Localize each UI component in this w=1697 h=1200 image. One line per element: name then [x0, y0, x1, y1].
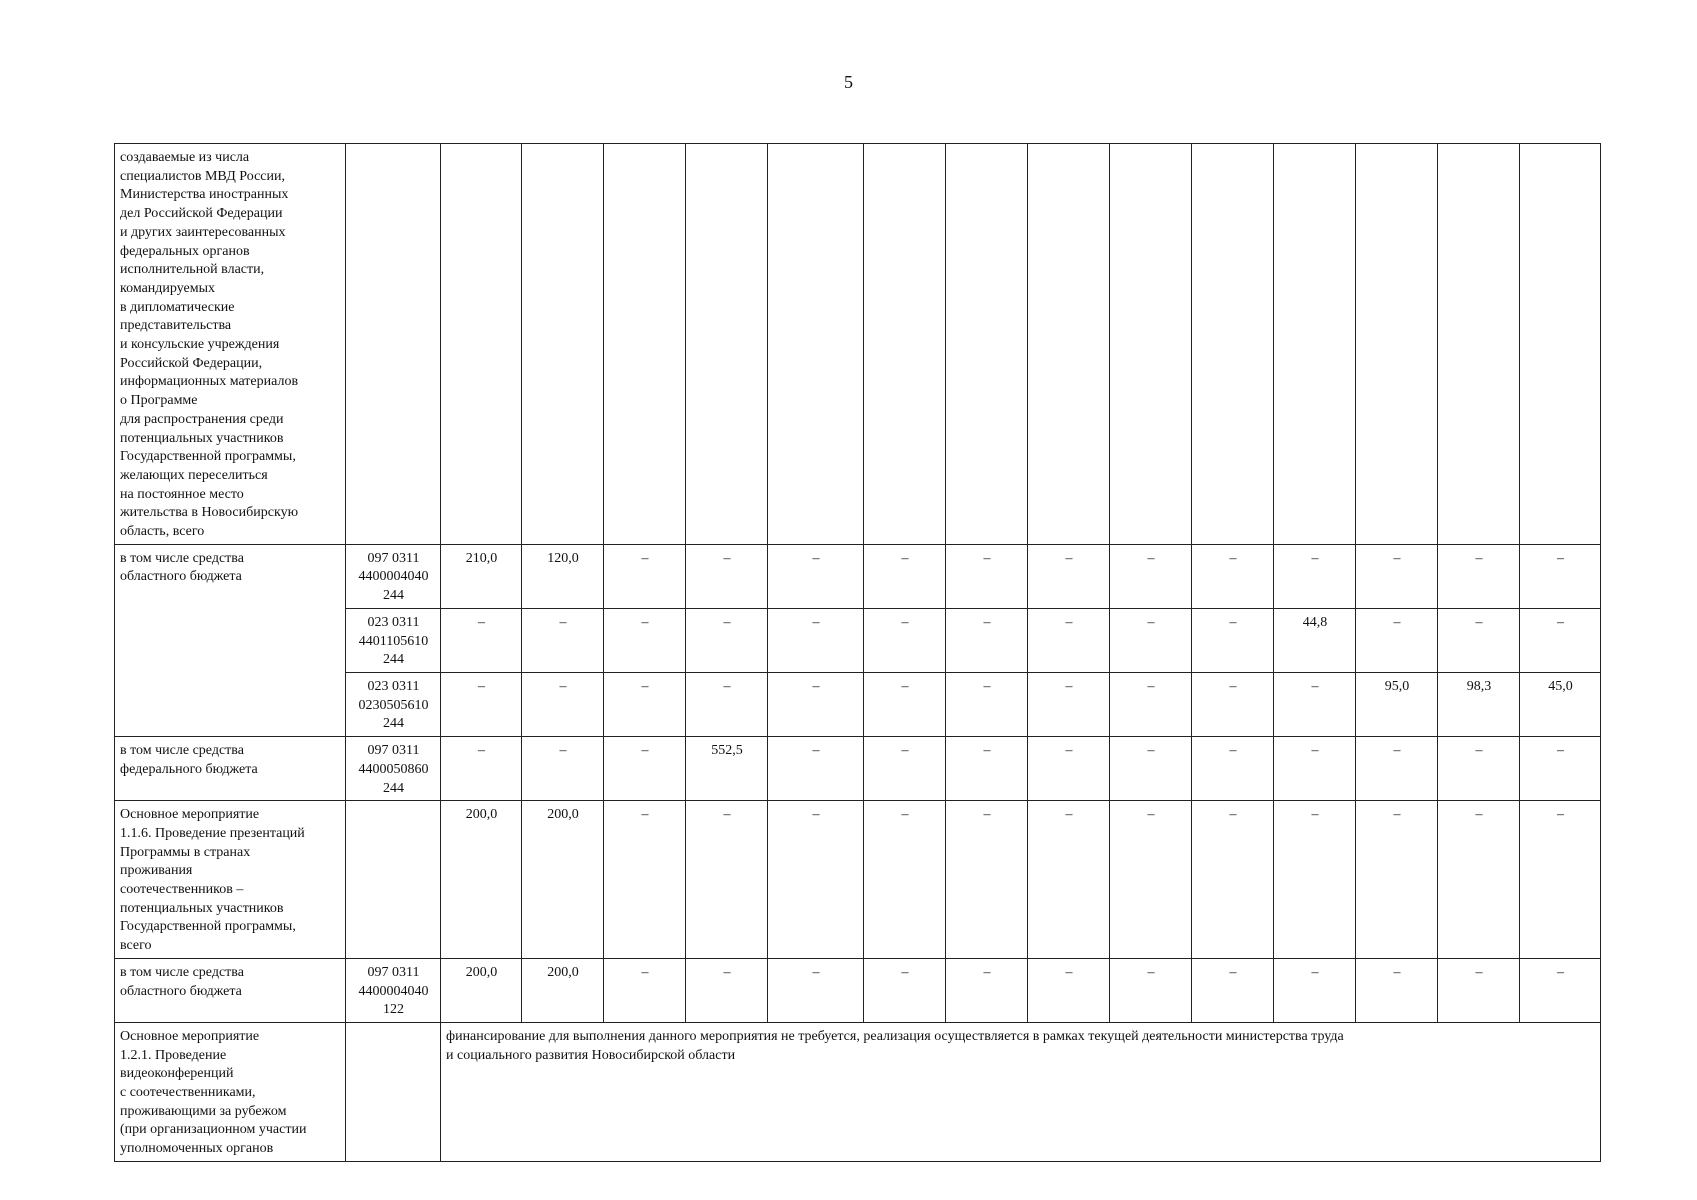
value-cell	[686, 144, 768, 545]
value-cell: –	[1192, 608, 1274, 672]
value-cell: –	[1192, 801, 1274, 959]
value-cell: –	[1274, 801, 1356, 959]
value-cell: –	[604, 958, 686, 1022]
value-cell: –	[1192, 958, 1274, 1022]
value-cell: –	[1028, 672, 1110, 736]
value-cell: –	[686, 958, 768, 1022]
value-cell: –	[1274, 958, 1356, 1022]
value-cell: –	[1438, 608, 1520, 672]
value-cell: 120,0	[522, 544, 604, 608]
table-row	[115, 544, 1601, 608]
value-cell: –	[1028, 801, 1110, 959]
value-cell: –	[768, 737, 864, 801]
activity-name-cell: Основное мероприятие 1.2.1. Проведение видеоконференций с соотечественниками, проживающими за рубежом (при организационном участии уполномоченных органов	[115, 1022, 346, 1161]
value-cell: –	[1028, 958, 1110, 1022]
value-cell: 552,5	[686, 737, 768, 801]
budget-code-cell: 097 0311 4400004040 244	[346, 544, 441, 608]
value-cell: –	[1028, 544, 1110, 608]
value-cell	[1028, 144, 1110, 545]
value-cell: –	[1520, 608, 1601, 672]
value-cell: –	[1438, 737, 1520, 801]
value-cell: –	[864, 801, 946, 959]
value-cell	[768, 144, 864, 545]
value-cell: –	[441, 737, 522, 801]
budget-code-cell	[346, 1022, 441, 1161]
value-cell: –	[768, 608, 864, 672]
value-cell: –	[1192, 544, 1274, 608]
budget-code-cell: 023 0311 0230505610 244	[346, 672, 441, 736]
value-cell: 95,0	[1356, 672, 1438, 736]
value-cell: –	[686, 801, 768, 959]
activity-name-cell: в том числе средства федерального бюджета	[115, 737, 346, 801]
value-cell: –	[1520, 544, 1601, 608]
value-cell: –	[768, 801, 864, 959]
value-cell: –	[686, 672, 768, 736]
budget-code-cell	[346, 801, 441, 959]
value-cell: –	[1356, 801, 1438, 959]
value-cell: –	[522, 737, 604, 801]
value-cell: –	[1192, 737, 1274, 801]
value-cell: –	[1110, 958, 1192, 1022]
value-cell: –	[1274, 672, 1356, 736]
value-cell	[1110, 144, 1192, 545]
value-cell: –	[946, 958, 1028, 1022]
value-cell: –	[1028, 737, 1110, 801]
value-cell: –	[604, 608, 686, 672]
page-number: 5	[844, 72, 853, 92]
value-cell: 44,8	[1274, 608, 1356, 672]
value-cell: –	[1520, 737, 1601, 801]
value-cell: –	[946, 672, 1028, 736]
value-cell: –	[1356, 737, 1438, 801]
table-row	[115, 801, 1601, 959]
value-cell: –	[1438, 958, 1520, 1022]
value-cell: –	[1110, 544, 1192, 608]
value-cell: –	[864, 544, 946, 608]
value-cell: 200,0	[522, 958, 604, 1022]
value-cell: –	[946, 801, 1028, 959]
table-row	[115, 958, 1601, 1022]
budget-code-cell: 097 0311 4400004040 122	[346, 958, 441, 1022]
value-cell: –	[1028, 608, 1110, 672]
value-cell: –	[1520, 801, 1601, 959]
budget-code-cell	[346, 144, 441, 545]
table-row	[115, 1022, 1601, 1161]
value-cell: 200,0	[441, 958, 522, 1022]
value-cell: –	[1520, 958, 1601, 1022]
value-cell	[946, 144, 1028, 545]
value-cell: –	[1110, 672, 1192, 736]
value-cell: –	[1356, 544, 1438, 608]
value-cell	[864, 144, 946, 545]
value-cell: –	[946, 544, 1028, 608]
value-cell: –	[604, 801, 686, 959]
funding-note-cell: финансирование для выполнения данного мероприятия не требуется, реализация осуществляется в рамках текущей деятельности министерства труда и социального развития Новосибирской области	[441, 1022, 1601, 1161]
value-cell: –	[604, 544, 686, 608]
value-cell: –	[1438, 544, 1520, 608]
value-cell: 98,3	[1438, 672, 1520, 736]
value-cell: –	[946, 737, 1028, 801]
value-cell	[522, 144, 604, 545]
value-cell	[1356, 144, 1438, 545]
value-cell	[604, 144, 686, 545]
value-cell: –	[1192, 672, 1274, 736]
value-cell: –	[522, 672, 604, 736]
value-cell	[1520, 144, 1601, 545]
budget-table	[114, 143, 1601, 1162]
value-cell: –	[1110, 801, 1192, 959]
value-cell: –	[686, 608, 768, 672]
value-cell: –	[1274, 737, 1356, 801]
value-cell: 210,0	[441, 544, 522, 608]
value-cell: 200,0	[441, 801, 522, 959]
value-cell	[1192, 144, 1274, 545]
value-cell: –	[441, 672, 522, 736]
activity-name-cell: создаваемые из числа специалистов МВД России, Министерства иностранных дел Российской Федерации и других заинтересованных федеральных органов исполнительной власти, командируемых в дипломатические представительства и консульские учреждения Российской Федерации, информационных материалов о Программе для распространения среди потенциальных участников Государственной программы, желающих переселиться на постоянное место жительства в Новосибирскую область, всего	[115, 144, 346, 545]
activity-name-cell: Основное мероприятие 1.1.6. Проведение презентаций Программы в странах проживания соотечественников – потенциальных участников Государственной программы, всего	[115, 801, 346, 959]
value-cell: 45,0	[1520, 672, 1601, 736]
value-cell: –	[522, 608, 604, 672]
value-cell: –	[864, 737, 946, 801]
value-cell: –	[686, 544, 768, 608]
value-cell: –	[1274, 544, 1356, 608]
table-row	[115, 737, 1601, 801]
activity-name-cell: в том числе средства областного бюджета	[115, 544, 346, 736]
value-cell	[441, 144, 522, 545]
value-cell: –	[604, 672, 686, 736]
value-cell: –	[1438, 801, 1520, 959]
value-cell: –	[946, 608, 1028, 672]
value-cell: –	[864, 608, 946, 672]
value-cell: –	[864, 958, 946, 1022]
activity-name-cell: в том числе средства областного бюджета	[115, 958, 346, 1022]
value-cell: –	[1110, 737, 1192, 801]
value-cell: –	[768, 958, 864, 1022]
budget-code-cell: 097 0311 4400050860 244	[346, 737, 441, 801]
value-cell: –	[1356, 608, 1438, 672]
table-row	[115, 144, 1601, 545]
value-cell: –	[768, 544, 864, 608]
value-cell: –	[768, 672, 864, 736]
value-cell: –	[1110, 608, 1192, 672]
budget-code-cell: 023 0311 4401105610 244	[346, 608, 441, 672]
value-cell: –	[604, 737, 686, 801]
value-cell: –	[1356, 958, 1438, 1022]
value-cell	[1438, 144, 1520, 545]
value-cell	[1274, 144, 1356, 545]
value-cell: 200,0	[522, 801, 604, 959]
value-cell: –	[441, 608, 522, 672]
value-cell: –	[864, 672, 946, 736]
